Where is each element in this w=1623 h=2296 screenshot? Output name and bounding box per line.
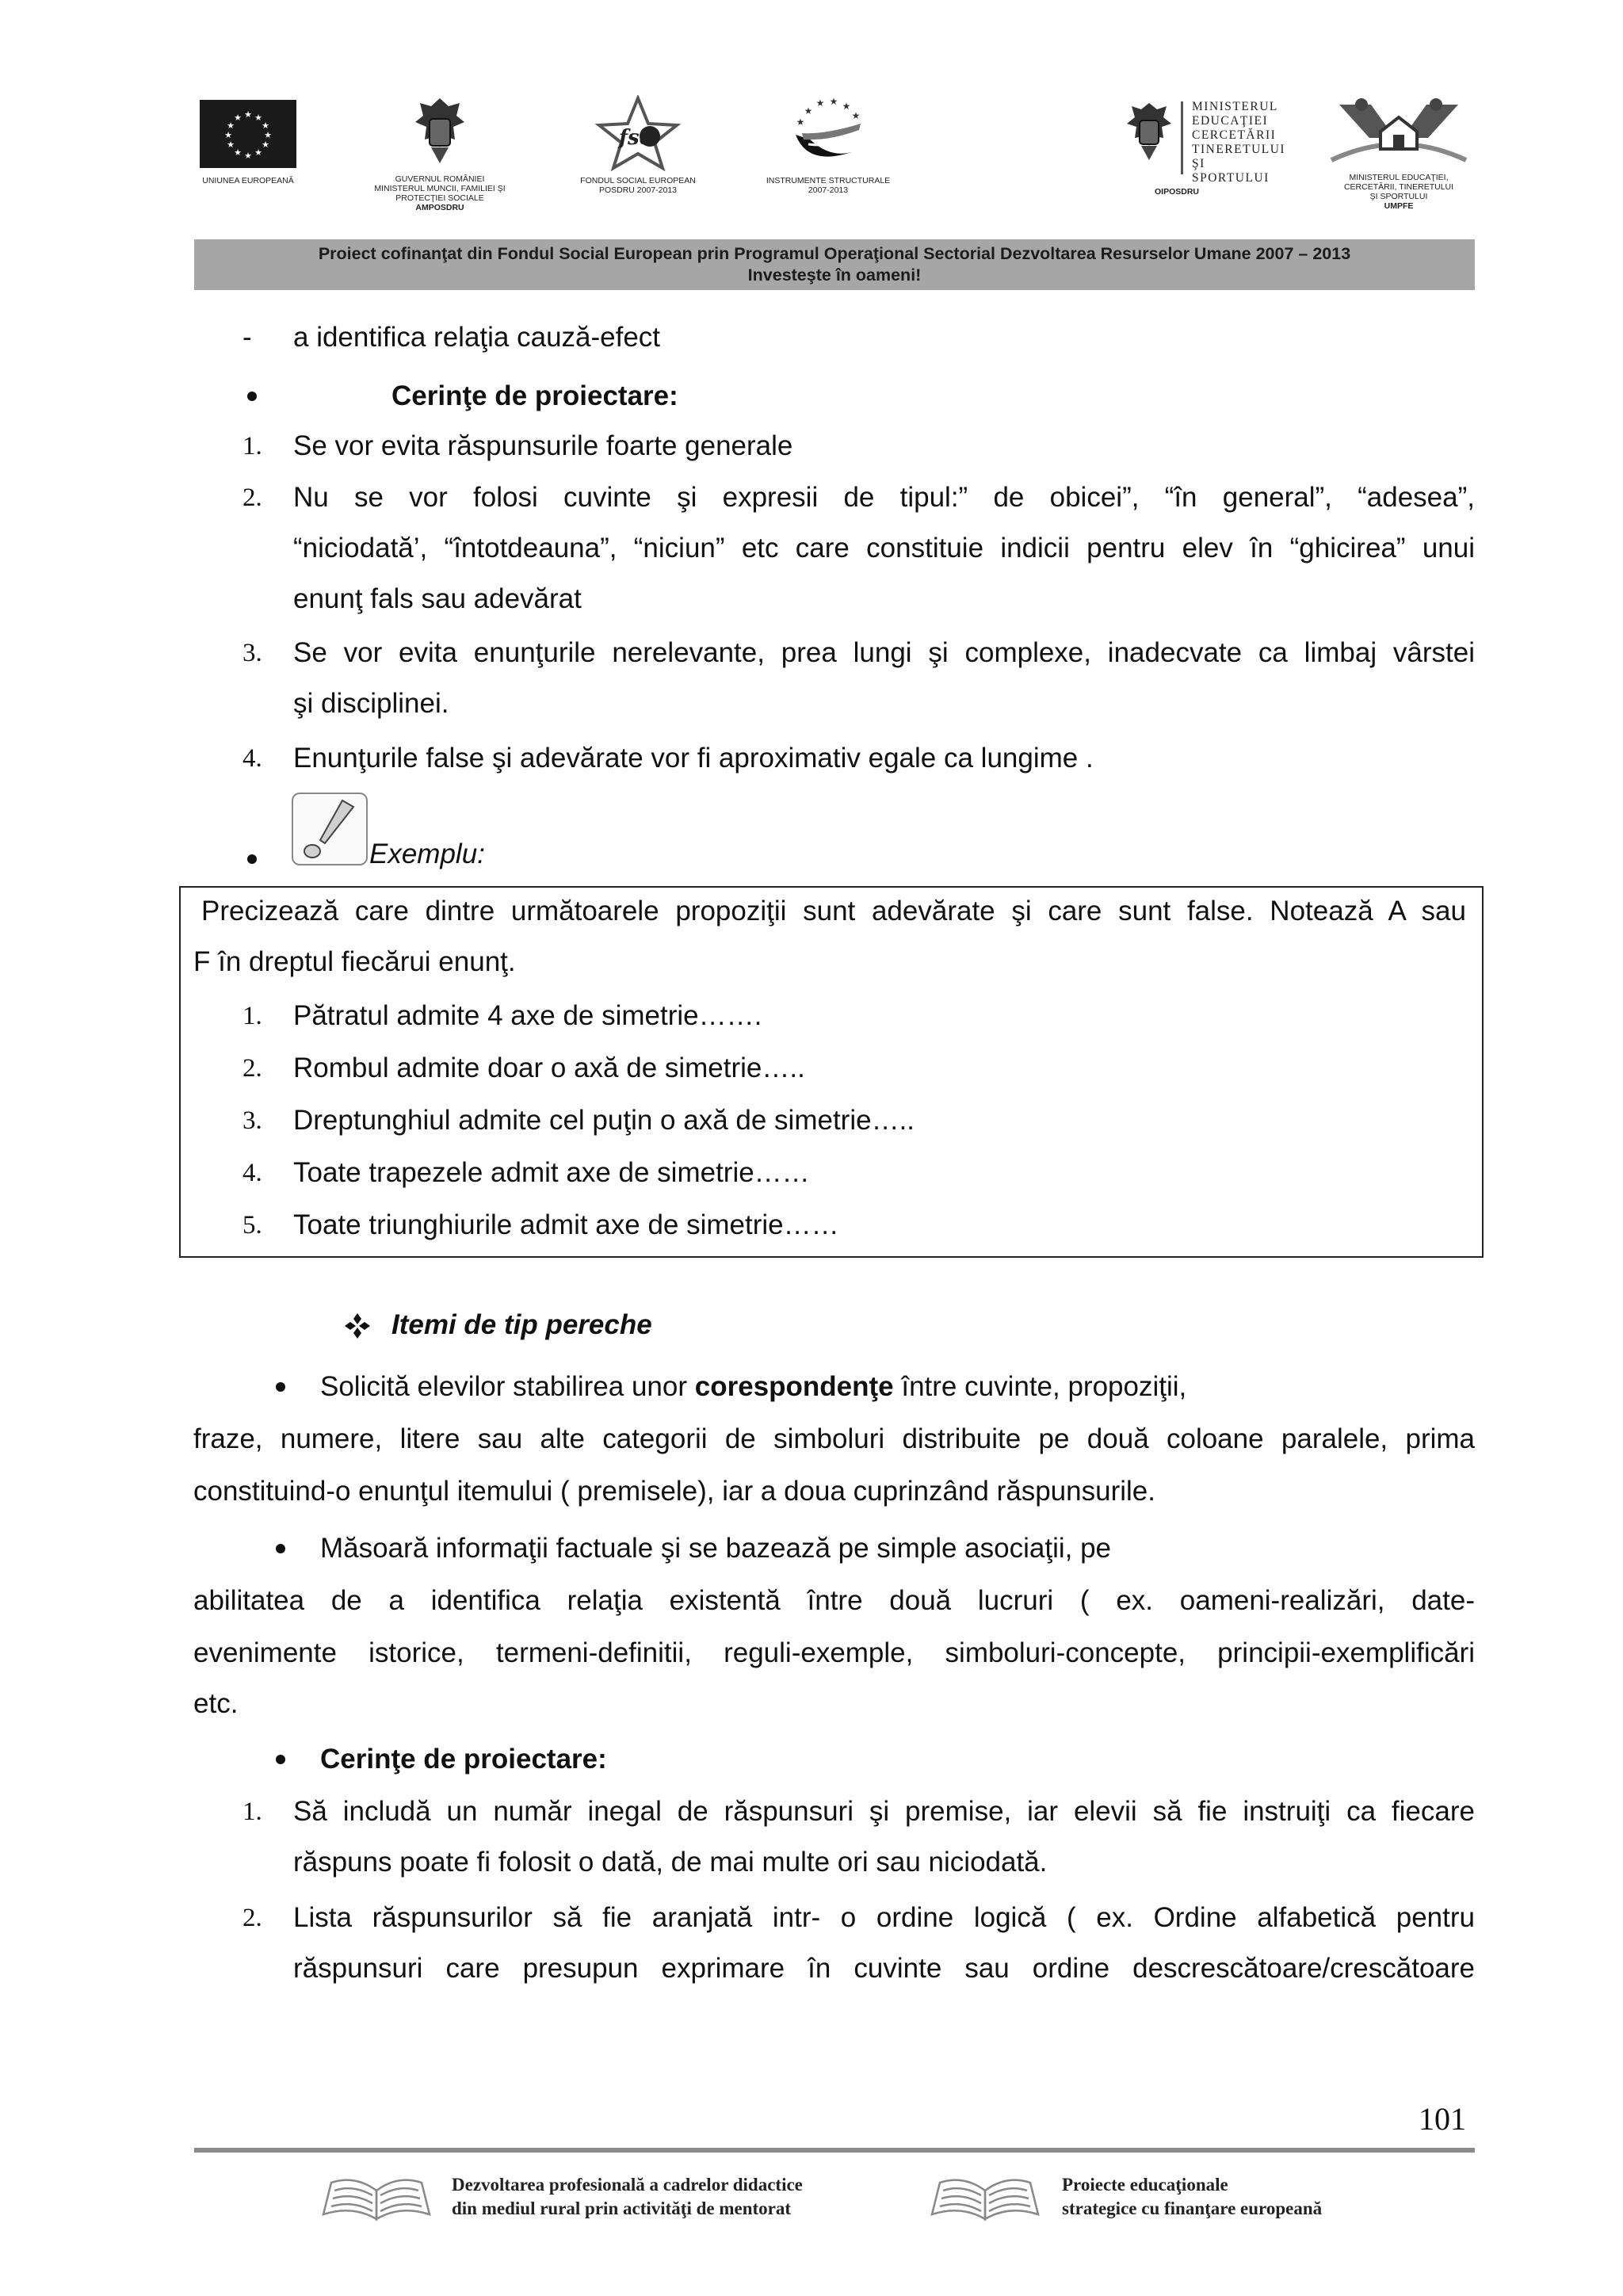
ministry-line-3: CERCETĂRII bbox=[1192, 128, 1277, 142]
section-title: Itemi de tip pereche bbox=[391, 1309, 652, 1340]
example-item-number: 4. bbox=[242, 1159, 262, 1187]
list-item-text: Enunţurile false şi adevărate vor fi aproximativ egale ca lungime . bbox=[293, 743, 1094, 774]
svg-text:★: ★ bbox=[262, 120, 269, 131]
svg-text:★: ★ bbox=[796, 117, 805, 128]
bullet bbox=[276, 1755, 285, 1764]
logo-eu bbox=[197, 100, 300, 185]
svg-text:★: ★ bbox=[224, 130, 232, 140]
ministry-line-1: MINISTERUL bbox=[1192, 100, 1278, 113]
svg-text:★: ★ bbox=[851, 110, 861, 121]
logo-fse bbox=[571, 95, 705, 195]
ministry-coat-of-arms-icon bbox=[1125, 100, 1173, 163]
eu-caption: UNIUNEA EUROPEANĂ bbox=[202, 176, 294, 185]
list-item-text: Lista răspunsurilor să fie aranjată intr- o ordine logică ( ex. Ordine alfabetică pentru bbox=[293, 1902, 1475, 1933]
svg-text:★: ★ bbox=[829, 96, 838, 107]
list-item-text: răspuns poate fi folosit o dată, de mai multe ori sau niciodată. bbox=[293, 1847, 1048, 1878]
open-book-icon bbox=[926, 2170, 1044, 2231]
svg-text:★: ★ bbox=[244, 109, 252, 120]
svg-text:★: ★ bbox=[815, 97, 825, 109]
list-number: 3. bbox=[242, 639, 262, 667]
svg-text:★: ★ bbox=[234, 113, 242, 123]
logo-structural-instruments bbox=[757, 95, 899, 195]
project-banner bbox=[194, 239, 1475, 290]
list-number: 2. bbox=[242, 1904, 262, 1932]
example-item-number: 5. bbox=[242, 1211, 262, 1240]
bullet bbox=[276, 1544, 285, 1553]
eu-flag-icon bbox=[200, 100, 296, 168]
svg-text:★: ★ bbox=[842, 101, 851, 112]
paragraph-1-first-line: Solicită elevilor stabilirea unor corespondenţe între cuvinte, propoziţii, bbox=[320, 1371, 1187, 1402]
fse-caption: FONDUL SOCIAL EUROPEAN POSDRU 2007-2013 bbox=[580, 176, 696, 195]
coat-of-arms-icon bbox=[412, 95, 468, 168]
svg-text:fse: fse bbox=[618, 126, 653, 150]
list-number: 4. bbox=[242, 744, 262, 773]
list-item-text: Se vor evita enunţurile nerelevante, prea lungi şi complexe, inadecvate ca limbaj vârstei bbox=[293, 637, 1475, 668]
ministry-divider bbox=[1181, 101, 1183, 174]
list-item-text: enunţ fals sau adevărat bbox=[293, 583, 582, 614]
ministry-line-4: TINERETULUI bbox=[1192, 143, 1286, 156]
example-item-number: 2. bbox=[242, 1054, 262, 1083]
svg-text:★: ★ bbox=[244, 151, 252, 161]
list-item-text: Să includă un număr inegal de răspunsuri şi premise, iar elevii să fie instruiţi ca fiecare bbox=[293, 1796, 1475, 1827]
svg-text:★: ★ bbox=[264, 130, 272, 140]
page-number: 101 bbox=[1419, 2101, 1466, 2137]
list-number: 2. bbox=[242, 483, 262, 512]
requirements-heading-1: Cerinţe de proiectare: bbox=[391, 380, 678, 411]
list-number: 1. bbox=[242, 1797, 262, 1826]
paragraph-1-line: constituind-o enunţul itemului ( premisele), iar a doua cuprinzând răspunsurile. bbox=[193, 1476, 1155, 1507]
svg-text:★: ★ bbox=[254, 113, 262, 123]
warning-exclamation-icon bbox=[292, 793, 368, 865]
svg-text:★: ★ bbox=[804, 105, 813, 117]
open-book-icon bbox=[317, 2170, 436, 2231]
diamond-bullet-icon bbox=[344, 1312, 371, 1343]
example-item-number: 1. bbox=[242, 1002, 262, 1030]
government-caption-bold: AMPOSDRU bbox=[415, 203, 464, 212]
example-item: Dreptunghiul admite cel puţin o axă de simetrie….. bbox=[293, 1105, 915, 1136]
dash-item: a identifica relaţia cauză-efect bbox=[293, 322, 661, 353]
paragraph-2-line: abilitatea de a identifica relaţia existentă între două lucruri ( ex. oameni-realizări, date- bbox=[193, 1585, 1475, 1616]
fse-star-icon bbox=[594, 95, 682, 171]
structural-instruments-icon bbox=[785, 95, 872, 171]
bullet bbox=[247, 854, 257, 864]
list-item-text: Se vor evita răspunsurile foarte generale bbox=[293, 430, 793, 461]
svg-text:★: ★ bbox=[262, 139, 269, 150]
dash-marker: - bbox=[242, 322, 252, 353]
logo-government bbox=[361, 95, 519, 212]
svg-text:★: ★ bbox=[227, 139, 235, 150]
example-item: Toate triunghiurile admit axe de simetrie…… bbox=[293, 1209, 839, 1240]
svg-text:★: ★ bbox=[234, 147, 242, 158]
example-item-number: 3. bbox=[242, 1106, 262, 1135]
government-caption: GUVERNUL ROMÂNIEI MINISTERUL MUNCII, FAMILIEI ŞI PROTECŢIEI SOCIALE bbox=[374, 174, 506, 203]
footer-right-text: Proiecte educaţionale strategice cu finanţare europeană bbox=[1062, 2175, 1323, 2218]
example-intro-line-1: Precizează care dintre următoarele propoziţii sunt adevărate şi care sunt false. Notează A sau bbox=[201, 896, 1466, 926]
example-intro-line-2: F în dreptul fiecărui enunţ. bbox=[193, 946, 516, 977]
svg-text:★: ★ bbox=[254, 147, 262, 158]
banner-line-2: Investeşte în oameni! bbox=[747, 266, 922, 285]
umpfe-house-icon bbox=[1323, 97, 1474, 166]
umpfe-caption: MINISTERUL EDUCAŢIEI, CERCETĂRII, TINERETULUI ŞI SPORTULUI bbox=[1343, 173, 1454, 201]
paragraph-1-line: fraze, numere, litere sau alte categorii de simboluri distribuite pe două coloane paralele, prima bbox=[193, 1423, 1475, 1454]
bullet bbox=[247, 392, 257, 401]
structural-instruments-caption: INSTRUMENTE STRUCTURALE 2007-2013 bbox=[766, 176, 891, 195]
banner-line-1: Proiect cofinanţat din Fondul Social European prin Programul Operaţional Sectorial Dezvoltarea Resurselor Umane 2007 – 2013 bbox=[318, 244, 1351, 263]
list-item-text: “niciodată’, “întotdeauna”, “niciun” etc care constituie indicii pentru elev în “ghicirea” unui bbox=[293, 533, 1475, 563]
footer-rule bbox=[194, 2148, 1475, 2153]
list-item-text: răspunsuri care presupun exprimare în cuvinte sau ordine descrescătoare/crescătoare bbox=[293, 1953, 1475, 1984]
requirements-heading-2: Cerinţe de proiectare: bbox=[320, 1744, 607, 1775]
paragraph-2-line: evenimente istorice, termeni-definitii, reguli-exemple, simboluri-concepte, principii-exemplificări bbox=[193, 1637, 1475, 1668]
paragraph-2-first-line: Măsoară informaţii factuale şi se bazează pe simple asociaţii, pe bbox=[320, 1533, 1111, 1564]
paragraph-2-line: etc. bbox=[193, 1688, 239, 1719]
ministry-line-5: ŞI SPORTULUI bbox=[1192, 157, 1270, 185]
example-item: Toate trapezele admit axe de simetrie…… bbox=[293, 1157, 810, 1188]
svg-text:★: ★ bbox=[227, 120, 235, 131]
list-item-text: şi disciplinei. bbox=[293, 688, 449, 719]
list-item-text: Nu se vor folosi cuvinte şi expresii de tipul:” de obicei”, “în general”, “adesea”, bbox=[293, 482, 1475, 513]
logo-umpfe bbox=[1319, 97, 1478, 211]
umpfe-caption-bold: UMPFE bbox=[1384, 201, 1414, 211]
ministry-line-2: EDUCAŢIEI bbox=[1192, 114, 1269, 128]
example-label: Exemplu: bbox=[369, 839, 485, 869]
example-item: Pătratul admite 4 axe de simetrie……. bbox=[293, 1000, 762, 1031]
list-number: 1. bbox=[242, 432, 262, 460]
footer-left-text: Dezvoltarea profesională a cadrelor didactice din mediul rural prin activităţi de mentorat bbox=[452, 2175, 803, 2218]
bullet bbox=[276, 1382, 285, 1392]
ministry-caption-bold: OIPOSDRU bbox=[1154, 187, 1199, 197]
example-item: Rombul admite doar o axă de simetrie….. bbox=[293, 1052, 805, 1083]
